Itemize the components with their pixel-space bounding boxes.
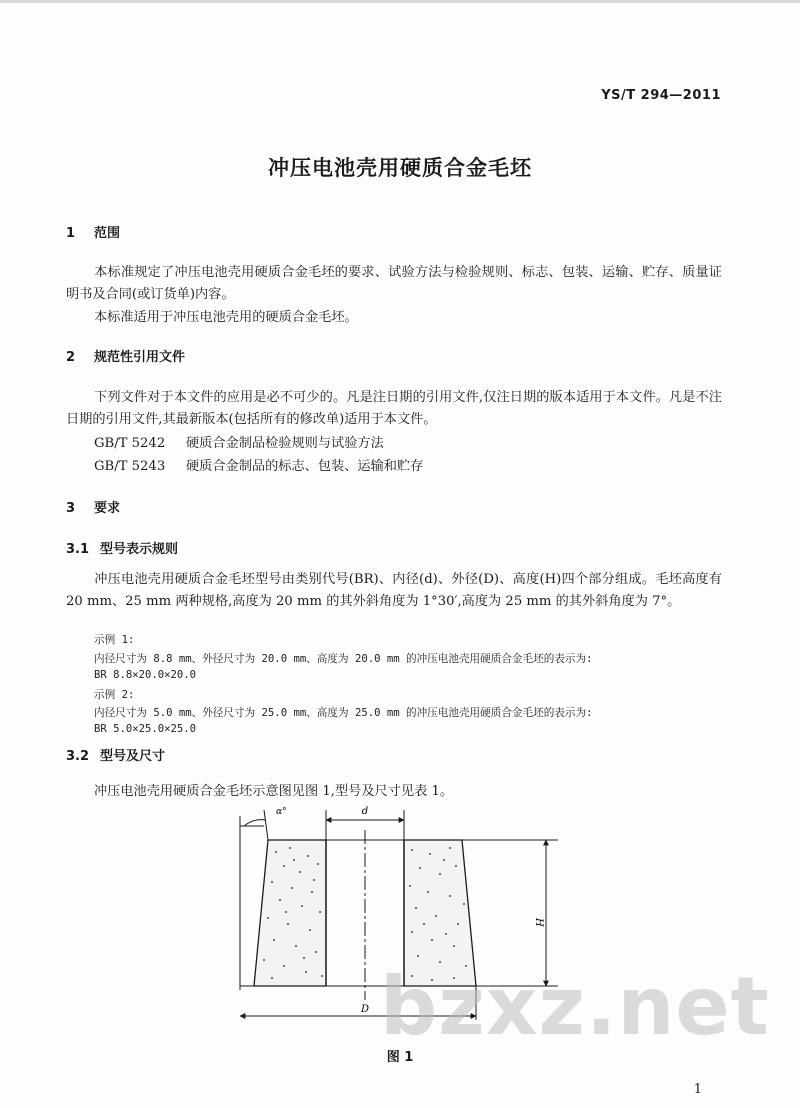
example-2-code: BR 5.0×25.0×25.0: [94, 723, 197, 735]
standard-number: YS/T 294—2011: [601, 88, 721, 103]
document-title: 冲压电池壳用硬质合金毛坯: [268, 156, 532, 180]
example-1-label: 示例 1:: [94, 634, 135, 646]
angle-arc: [244, 820, 266, 826]
angle-leg: [264, 810, 268, 840]
reference-code: GB/T 5242: [94, 436, 166, 451]
section-number: 1: [66, 226, 76, 241]
section-title: 规范性引用文件: [94, 350, 186, 365]
section-1-paragraph-2: 本标准适用于冲压电池壳用的硬质合金毛坯。: [94, 310, 358, 325]
page-number: 1: [693, 1082, 702, 1097]
section-title: 范围: [94, 226, 121, 241]
figure-caption: 图 1: [386, 1050, 414, 1065]
section-number: 3: [66, 501, 76, 516]
reference-title: 硬质合金制品的标志、包装、运输和贮存: [186, 459, 424, 474]
reference-title: 硬质合金制品检验规则与试验方法: [186, 436, 384, 451]
angle-label: α°: [276, 807, 287, 817]
reference-code: GB/T 5243: [94, 459, 166, 474]
paragraph-text: 冲压电池壳用硬质合金毛坯型号由类别代号(BR)、内径(d)、外径(D)、高度(H)四个部分组成。毛坯高度有 20 mm、25 mm 两种规格,高度为 20 mm 的其外斜角度为 1°30′,高度为 25 mm 的其外斜角度为 7°。: [66, 572, 722, 609]
normative-reference: [94, 455, 423, 474]
section-2-paragraph-1: [66, 387, 722, 431]
section-3-2-paragraph: 冲压电池壳用硬质合金毛坯示意图见图 1,型号及尺寸见表 1。: [94, 784, 454, 799]
section-title: 型号及尺寸: [100, 749, 166, 764]
section-number: 3.2: [66, 749, 90, 764]
section-3-2-heading: [66, 745, 165, 764]
inner-diameter-label: d: [361, 806, 369, 817]
section-3-1-heading: [66, 538, 178, 557]
left-wall-section: [254, 840, 326, 986]
section-title: 要求: [94, 501, 121, 516]
example-1-text: 内径尺寸为 8.8 mm、外径尺寸为 20.0 mm、高度为 20.0 mm 的冲压电池壳用硬质合金毛坯的表示为:: [94, 653, 593, 665]
section-1-heading: [66, 222, 120, 241]
section-1-paragraph-1: [66, 262, 722, 306]
section-title: 型号表示规则: [100, 542, 179, 557]
normative-reference: [94, 432, 384, 451]
example-1-code: BR 8.8×20.0×20.0: [94, 669, 197, 681]
section-3-heading: [66, 497, 120, 516]
section-number: 2: [66, 350, 76, 365]
paragraph-text: 本标准规定了冲压电池壳用硬质合金毛坯的要求、试验方法与检验规则、标志、包装、运输、贮存、质量证明书及合同(或订货单)内容。: [66, 265, 722, 302]
section-number: 3.1: [66, 542, 90, 557]
example-2-label: 示例 2:: [94, 689, 135, 701]
example-2-text: 内径尺寸为 5.0 mm、外径尺寸为 25.0 mm、高度为 25.0 mm 的冲压电池壳用硬质合金毛坯的表示为:: [94, 707, 593, 719]
watermark-text: bzxz.net: [380, 960, 770, 1053]
outer-diameter-label: D: [360, 1004, 370, 1015]
section-2-heading: [66, 346, 185, 365]
section-3-1-paragraph: [66, 569, 722, 613]
page-edge: [0, 0, 800, 3]
paragraph-text: 下列文件对于本文件的应用是必不可少的。凡是注日期的引用文件,仅注日期的版本适用于本文件。凡是不注日期的引用文件,其最新版本(包括所有的修改单)适用于本文件。: [66, 390, 722, 427]
height-label: H: [533, 918, 544, 927]
